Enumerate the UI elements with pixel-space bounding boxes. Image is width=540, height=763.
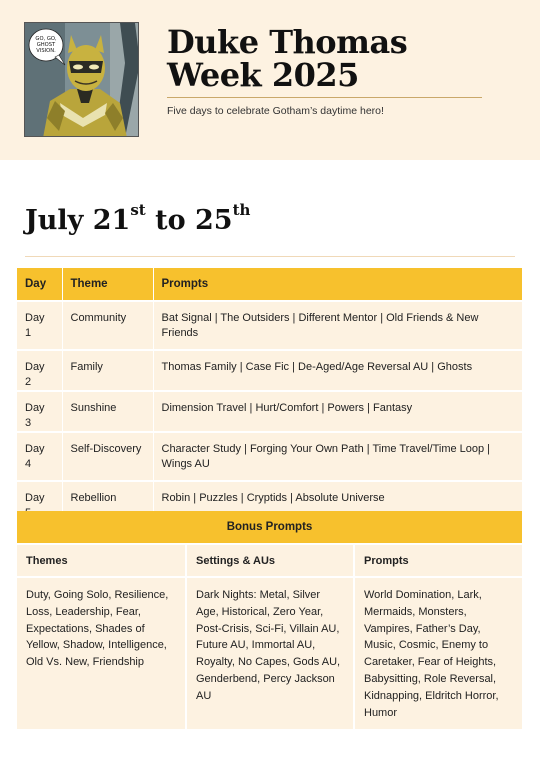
theme-cell: Family xyxy=(62,350,153,391)
title-line-2: Week 2025 xyxy=(167,56,359,94)
comic-bubble-text-2: GHOST xyxy=(36,42,56,48)
date-start: July 21 xyxy=(25,205,131,236)
day-cell: Day 4 xyxy=(17,432,62,481)
subtitle: Five days to celebrate Gotham’s daytime hero! xyxy=(167,105,384,117)
day-cell: Day 1 xyxy=(17,301,62,350)
date-connector: to xyxy=(155,205,186,236)
table-row xyxy=(17,301,522,350)
date-end-suffix: th xyxy=(232,201,251,219)
prompts-cell: Dimension Travel | Hurt/Comfort | Powers | Fantasy xyxy=(153,391,522,432)
table-row xyxy=(17,577,522,729)
schedule-header-row xyxy=(17,268,522,301)
bonus-themes-cell: Duty, Going Solo, Resilience, Loss, Leadership, Fear, Expectations, Shades of Yellow, Shadow, Intelligence, Old Vs. New, Friendship xyxy=(17,577,186,729)
page-title xyxy=(167,23,497,94)
prompts-cell: Character Study | Forging Your Own Path | Time Travel/Time Loop | Wings AU xyxy=(153,432,522,481)
prompts-cell: Robin | Puzzles | Cryptids | Absolute Universe xyxy=(153,481,522,521)
column-header-themes: Themes xyxy=(17,545,186,577)
column-header-prompts: Prompts xyxy=(354,545,522,577)
bonus-header-row xyxy=(17,545,522,577)
header-banner xyxy=(0,0,540,160)
day-cell: Day xyxy=(17,481,62,521)
dates-divider xyxy=(25,256,515,257)
prompts-cell: Bat Signal | The Outsiders | Different Mentor | Old Friends & New Friends xyxy=(153,301,522,350)
day-cell: Day 3 xyxy=(17,391,62,432)
column-header-day: Day xyxy=(17,268,62,301)
bonus-prompts-table xyxy=(17,545,522,729)
table-row xyxy=(17,350,522,391)
comic-art xyxy=(25,23,139,137)
date-start-suffix: st xyxy=(130,201,146,219)
title-line-1: Duke Thomas xyxy=(167,23,408,61)
theme-cell: Rebellion xyxy=(62,481,153,521)
theme-cell: Self-Discovery xyxy=(62,432,153,481)
comic-bubble-text-1: GO, GO, xyxy=(35,36,57,42)
comic-illustration xyxy=(24,22,139,137)
bonus-settings-cell: Dark Nights: Metal, Silver Age, Historical, Zero Year, Post-Crisis, Sci-Fi, Villain AU, Future AU, Immortal AU, Royalty, No Capes, Gods AU, Genderbend, Percy Jackson AU xyxy=(186,577,354,729)
table-row xyxy=(17,432,522,481)
column-header-prompts: Prompts xyxy=(153,268,522,301)
date-end: 25 xyxy=(195,205,233,236)
column-header-settings-aus: Settings & AUs xyxy=(186,545,354,577)
comic-bubble-text-3: VISION. xyxy=(36,48,56,54)
bonus-prompts-cell: World Domination, Lark, Mermaids, Monsters, Vampires, Father’s Day, Music, Cosmic, Enemy to Caretaker, Fear of Heights, Babysitting, Role Reversal, Kidnapping, Eldritch Horror, Humor xyxy=(354,577,522,729)
table-row xyxy=(17,391,522,432)
theme-cell: Community xyxy=(62,301,153,350)
theme-cell: Sunshine xyxy=(62,391,153,432)
column-header-theme: Theme xyxy=(62,268,153,301)
prompts-cell: Thomas Family | Case Fic | De-Aged/Age Reversal AU | Ghosts xyxy=(153,350,522,391)
day-cell: Day 2 xyxy=(17,350,62,391)
bonus-prompts-title: Bonus Prompts xyxy=(17,511,522,543)
schedule-table xyxy=(17,268,522,521)
event-dates xyxy=(25,201,251,236)
title-divider xyxy=(167,97,482,98)
